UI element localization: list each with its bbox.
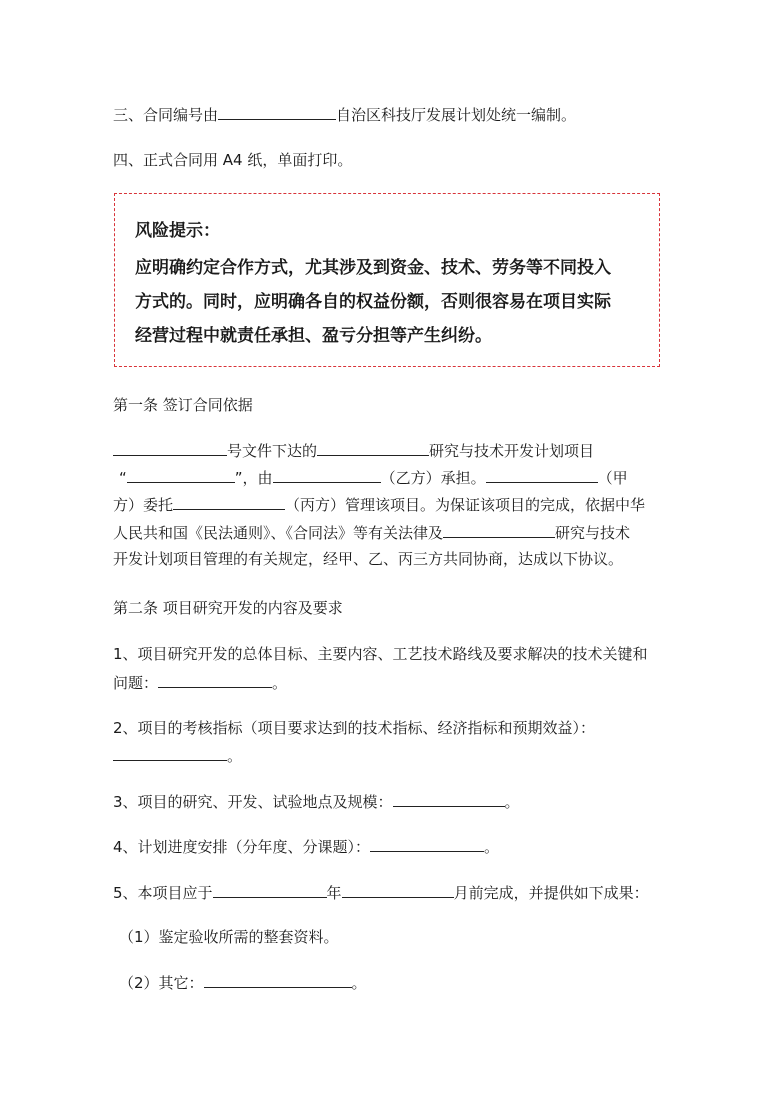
- item-4-line: [113, 836, 499, 857]
- party-b-blank[interactable]: [273, 467, 381, 483]
- section-4-line: 四、正式合同用 A4 纸，单面打印。: [113, 151, 353, 169]
- item-1-line-1: 1、项目研究开发的总体目标、主要内容、工艺技术路线及要求解决的技术关键和: [113, 645, 648, 663]
- article-1-text: 人民共和国《民法通则》、《合同法》等有关法律及: [113, 524, 444, 542]
- risk-line-2: 方式的。同时，应明确各自的权益份额，否则很容易在项目实际: [135, 292, 611, 312]
- article-1-text: ”，由: [234, 469, 273, 487]
- item-text: （2）其它：: [119, 974, 204, 992]
- schedule-blank[interactable]: [370, 836, 484, 852]
- sub-item-1: （1）鉴定验收所需的整套资料。: [119, 928, 339, 946]
- document-number-blank[interactable]: [113, 440, 227, 456]
- project-name-blank[interactable]: [127, 467, 235, 483]
- item-text: 。: [504, 793, 520, 811]
- issuer-blank[interactable]: [317, 440, 429, 456]
- item-text: 。: [227, 747, 243, 765]
- article-1-text: （甲: [597, 469, 628, 487]
- item-3-line: [113, 791, 520, 812]
- indicators-blank[interactable]: [113, 745, 227, 761]
- completion-year-blank[interactable]: [213, 882, 327, 898]
- item-text: 年: [326, 884, 342, 902]
- article-1-text: “: [119, 469, 127, 487]
- risk-title: 风险提示：: [135, 221, 220, 241]
- article-1-line-2: [119, 467, 628, 488]
- article-1-text: （乙方）承担。: [380, 469, 486, 487]
- article-2-heading: 第二条 项目研究开发的内容及要求: [113, 599, 343, 617]
- risk-line-3: 经营过程中就责任承担、盈亏分担等产生纠纷。: [135, 326, 492, 346]
- item-text: 5、本项目应于: [113, 884, 213, 902]
- party-c-blank[interactable]: [173, 494, 285, 510]
- item-text: 月前完成，并提供如下成果：: [453, 884, 649, 902]
- completion-month-blank[interactable]: [342, 882, 454, 898]
- item-text: 。: [484, 838, 500, 856]
- article-1-heading: 第一条 签订合同依据: [113, 396, 253, 414]
- item-1-line-2: [113, 672, 287, 693]
- risk-line-1: 应明确约定合作方式，尤其涉及到资金、技术、劳务等不同投入: [135, 258, 611, 278]
- article-1-line-3: [113, 494, 645, 515]
- risk-warning-box: [114, 193, 660, 367]
- article-1-text: 方）委托: [113, 496, 174, 514]
- item-text: 4、计划进度安排（分年度、分课题）：: [113, 838, 371, 856]
- objectives-blank[interactable]: [158, 672, 272, 688]
- article-1-line-5: 开发计划项目管理的有关规定，经甲、乙、丙三方共同协商，达成以下协议。: [113, 550, 624, 568]
- item-2-line-2: [113, 745, 242, 766]
- item-text: 。: [272, 674, 288, 692]
- article-1-text: 研究与技术: [555, 524, 631, 542]
- section-3-suffix: 自治区科技厅发展计划处统一编制。: [336, 106, 577, 124]
- article-1-line-1: [113, 440, 594, 461]
- contract-number-blank[interactable]: [218, 104, 336, 120]
- other-results-blank[interactable]: [204, 972, 352, 988]
- location-scale-blank[interactable]: [393, 791, 505, 807]
- article-1-text: （丙方）管理该项目。为保证该项目的完成，依据中华: [285, 496, 646, 514]
- article-1-text: 研究与技术开发计划项目: [429, 442, 595, 460]
- section-3-prefix: 三、合同编号由: [113, 106, 219, 124]
- item-5-line: [113, 882, 649, 903]
- item-2-line-1: 2、项目的考核指标（项目要求达到的技术指标、经济指标和预期效益）：: [113, 719, 596, 737]
- section-3-line: [113, 104, 576, 125]
- item-text: 3、项目的研究、开发、试验地点及规模：: [113, 793, 393, 811]
- item-text: 问题：: [113, 674, 159, 692]
- party-a-blank[interactable]: [486, 467, 598, 483]
- item-text: 。: [351, 974, 367, 992]
- regulation-blank[interactable]: [443, 522, 555, 538]
- article-1-line-4: [113, 522, 630, 543]
- article-1-text: 号文件下达的: [227, 442, 318, 460]
- sub-item-2: [119, 972, 367, 993]
